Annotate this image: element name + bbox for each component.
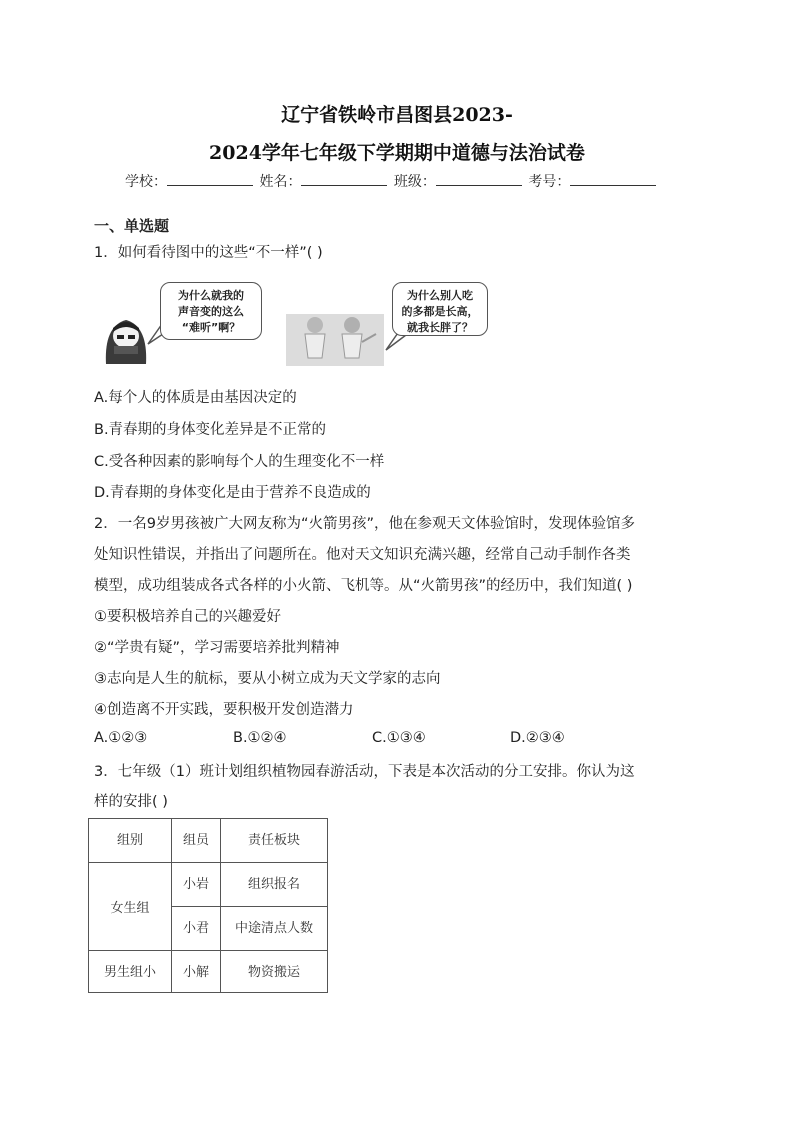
q2-option-d[interactable]: D.②③④ — [510, 730, 565, 746]
q3-stem-line-1: 3．七年级（1）班计划组织植物园春游活动，下表是本次活动的分工安排。你认为这 — [94, 764, 635, 780]
student-info-row — [125, 171, 658, 191]
header-duty: 责任板块 — [221, 819, 328, 863]
girl-group-cell: 女生组 — [89, 863, 172, 951]
school-blank[interactable] — [167, 173, 253, 186]
bubble-right-line-1: 为什么别人吃 — [407, 289, 473, 302]
duty-cell: 物资搬运 — [221, 951, 328, 993]
q2-option-b[interactable]: B.①②④ — [233, 730, 287, 746]
header-group: 组别 — [89, 819, 172, 863]
member-cell: 小解 — [172, 951, 221, 993]
q1-option-a[interactable]: A.每个人的体质是由基因决定的 — [94, 390, 297, 406]
bubble-right-line-3: 就我长胖了？ — [407, 321, 473, 334]
name-blank[interactable] — [301, 173, 387, 186]
class-label: 班级： — [393, 174, 436, 190]
q3-assignment-table — [88, 818, 328, 993]
member-cell: 小君 — [172, 907, 221, 951]
title-line-2: 2024学年七年级下学期期中道德与法治试卷 — [209, 142, 585, 164]
school-label: 学校： — [125, 174, 167, 190]
q2-stem-line-1: 2．一名9岁男孩被广大网友称为“火箭男孩”，他在参观天文体验馆时，发现体验馆多 — [94, 516, 635, 532]
duty-cell: 中途清点人数 — [221, 907, 328, 951]
q2-stem-line-3: 模型，成功组装成各式各样的小火箭、飞机等。从“火箭男孩”的经历中，我们知道( ) — [94, 578, 633, 594]
q2-option-c[interactable]: C.①③④ — [372, 730, 426, 746]
bubble-left-line-2: 声音变的这么 — [178, 305, 244, 318]
q1-option-d[interactable]: D.青春期的身体变化是由于营养不良造成的 — [94, 485, 371, 501]
speech-bubble-right — [392, 282, 488, 336]
exam-number-label: 考号： — [528, 174, 571, 190]
q1-stem: 1．如何看待图中的这些“不一样”( ) — [94, 245, 323, 261]
q1-option-b[interactable]: B.青春期的身体变化差异是不正常的 — [94, 422, 327, 438]
title-line-1: 辽宁省铁岭市昌图县2023- — [281, 104, 513, 126]
table-row — [89, 951, 328, 993]
name-label: 姓名： — [259, 174, 302, 190]
q1-option-c[interactable]: C.受各种因素的影响每个人的生理变化不一样 — [94, 454, 385, 470]
table-row — [89, 863, 328, 907]
q2-item-2: ②“学贵有疑”，学习需要培养批判精神 — [94, 640, 340, 656]
q2-option-a[interactable]: A.①②③ — [94, 730, 148, 746]
bubble-left-line-1: 为什么就我的 — [178, 289, 244, 302]
girls-photo-bg — [286, 314, 384, 366]
boy-group-cell: 男生组小 — [89, 951, 172, 993]
section-title: 一、单选题 — [94, 217, 170, 235]
q1-illustration — [100, 272, 500, 372]
q2-stem-line-2: 处知识性错误，并指出了问题所在。他对天文知识充满兴趣，经常自己动手制作各类 — [94, 547, 631, 563]
table-header-row — [89, 819, 328, 863]
bubble-right-line-2: 的多都是长高， — [401, 305, 479, 318]
bubble-left-line-3: “难听”啊？ — [181, 321, 241, 334]
header-member: 组员 — [172, 819, 221, 863]
q2-item-1: ①要积极培养自己的兴趣爱好 — [94, 609, 281, 625]
q3-stem-line-2: 样的安排( ) — [94, 794, 168, 810]
q2-item-3: ③志向是人生的航标，要从小树立成为天文学家的志向 — [94, 671, 441, 687]
class-blank[interactable] — [436, 173, 522, 186]
member-cell: 小岩 — [172, 863, 221, 907]
q2-item-4: ④创造离不开实践，要积极开发创造潜力 — [94, 702, 354, 718]
duty-cell: 组织报名 — [221, 863, 328, 907]
exam-number-blank[interactable] — [570, 173, 656, 186]
speech-bubble-left — [160, 282, 262, 340]
boy-figure-icon — [106, 320, 146, 364]
